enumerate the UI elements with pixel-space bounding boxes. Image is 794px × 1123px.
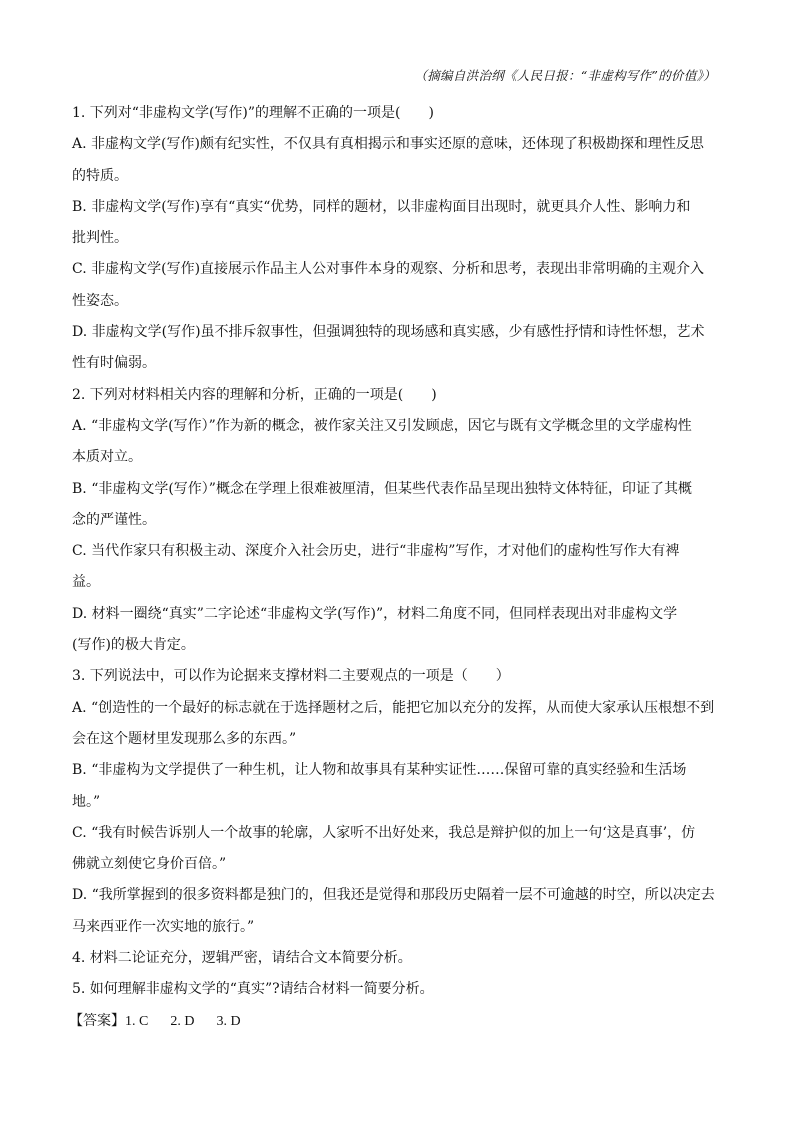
question-1-option-c: C. 非虚构文学(写作)直接展示作品主人公对事件本身的观察、分析和思考，表现出非常明确的主观介入	[72, 261, 705, 278]
question-2-option-b: B. “非虚构文学(写作）”概念在学理上很难被厘清，但某些代表作品呈现出独特文体特征，印证了其概	[72, 480, 692, 497]
question-1-option-a: A. 非虚构文学(写作)颇有纪实性，不仅具有真相揭示和事实还原的意味，还体现了积极勘探和理性反思	[72, 136, 704, 153]
question-1-stem: 1. 下列对“非虚构文学(写作)”的理解不正确的一项是( )	[72, 105, 434, 121]
question-4-stem: 4. 材料二论证充分，逻辑严密，请结合文本简要分析。	[72, 950, 412, 967]
question-3-option-d-cont: 马来西亚作一次实地的旅行。”	[72, 918, 255, 935]
question-3-option-b-cont: 地。”	[72, 793, 101, 810]
question-3-option-c: C. “我有时候告诉别人一个故事的轮廓，人家听不出好处来，我总是辩护似的加上一句‘这是真事’，仿	[72, 824, 696, 841]
question-3-option-d: D. “我所掌握到的很多资料都是独门的，但我还是觉得和那段历史隔着一层不可逾越的时空，所以决定去	[72, 887, 715, 904]
answer-item: 3. D	[216, 1013, 241, 1029]
question-1-option-d-cont: 性有时偏弱。	[72, 355, 156, 372]
answer-label: 【答案】	[69, 1012, 125, 1029]
question-1-option-b-cont: 批判性。	[72, 230, 128, 247]
question-2-option-b-cont: 念的严谨性。	[72, 511, 156, 528]
question-3-stem: 3. 下列说法中，可以作为论据来支撑材料二主要观点的一项是（ ）	[72, 668, 510, 685]
question-2-option-c-cont: 益。	[72, 574, 100, 591]
question-2-option-a: A. “非虚构文学(写作）”作为新的概念，被作家关注又引发顾虑，因它与既有文学概念里的文学虚构性	[72, 417, 692, 434]
question-1-option-c-cont: 性姿态。	[72, 292, 128, 309]
question-1-option-a-cont: 的特质。	[72, 167, 128, 184]
question-2-option-c: C. 当代作家只有积极主动、深度介入社会历史，进行“非虚构”写作，才对他们的虚构性写作大有裨	[72, 543, 680, 560]
question-2-option-d-cont: (写作)的极大肯定。	[72, 637, 195, 654]
question-list	[69, 98, 724, 1037]
answer-item: 1. C	[125, 1013, 149, 1029]
question-3-option-c-cont: 佛就立刻使它身价百倍。”	[72, 856, 227, 873]
question-3-option-a-cont: 会在这个题材里发现那么多的东西。”	[72, 730, 297, 747]
question-2-stem: 2. 下列对材料相关内容的理解和分析，正确的一项是( )	[72, 386, 437, 403]
question-3-option-b: B. “非虚构为文学提供了一种生机，让人物和故事具有某种实证性……保留可靠的真实经验和生活场	[72, 762, 687, 779]
question-2-option-d: D. 材料一圈绕“真实”二字论述“非虚构文学(写作)”，材料二角度不同，但同样表现出对非虚构文学	[72, 605, 678, 622]
question-1-option-b: B. 非虚构文学(写作)享有“真实“优势，同样的题材，以非虚构面目出现时，就更具介人性、影响力和	[72, 198, 691, 215]
question-5-stem: 5. 如何理解非虚构文学的“真实”?请结合材料一简要分析。	[72, 981, 434, 998]
source-citation: （摘编自洪治纲《人民日报：“非虚构写作”的价值》）	[414, 68, 716, 83]
question-3-option-a: A. “创造性的一个最好的标志就在于选择题材之后，能把它加以充分的发挥，从而使大家承认压根想不到	[72, 699, 715, 716]
question-2-option-a-cont: 本质对立。	[72, 449, 142, 466]
answer-item: 2. D	[170, 1013, 195, 1029]
question-1-option-d: D. 非虚构文学(写作)虽不排斥叙事性，但强调独特的现场感和真实感，少有感性抒情和诗性怀想，艺术	[72, 324, 705, 341]
answer-key	[69, 1006, 724, 1037]
